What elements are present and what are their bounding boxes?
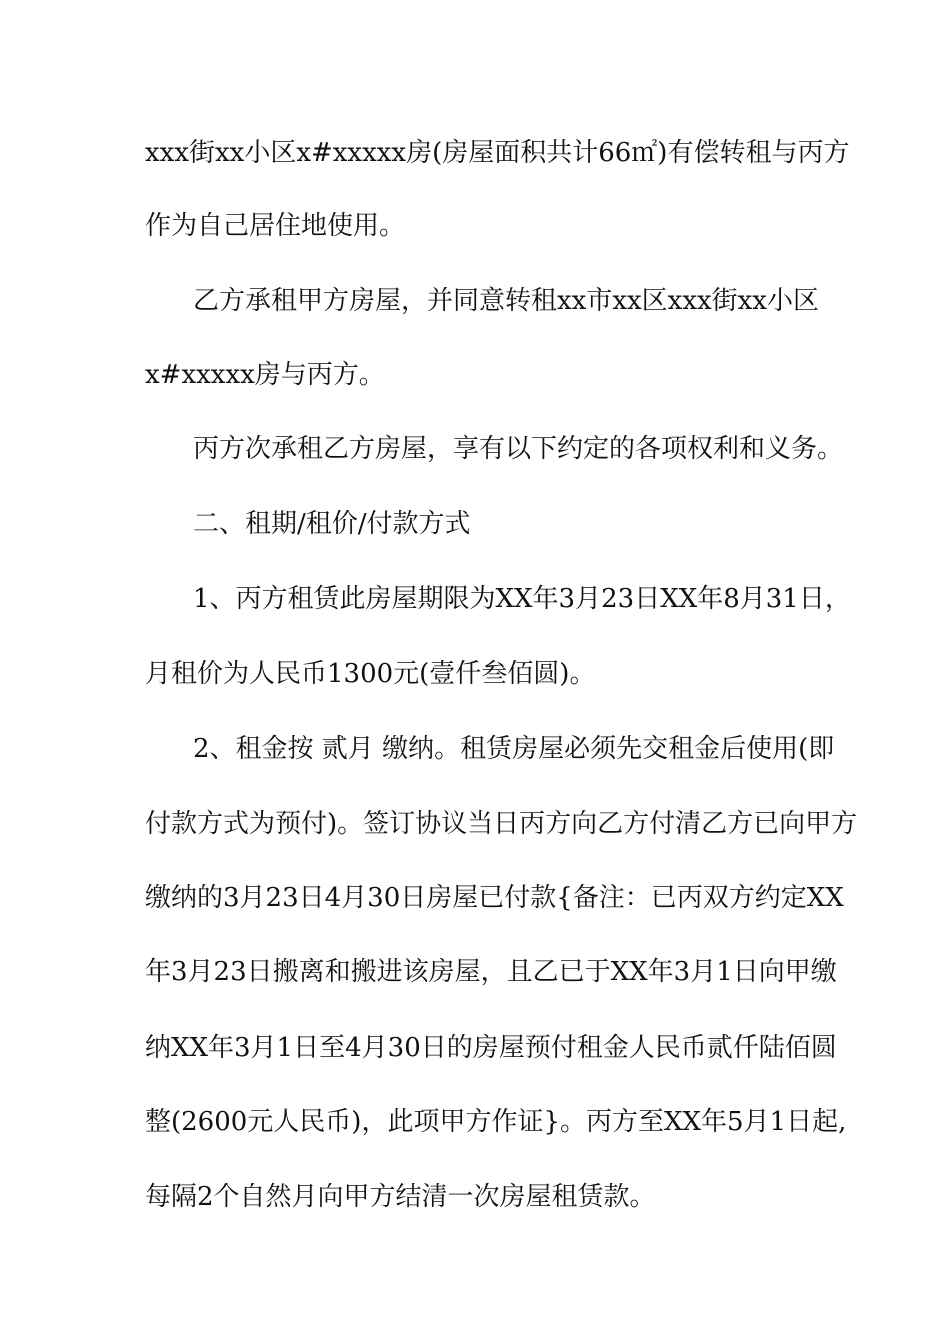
paragraph-line: 缴纳的3月23日4月30日房屋已付款{备注：已丙双方约定XX [145, 883, 844, 913]
paragraph-line: 丙方次承租乙方房屋，享有以下约定的各项权利和义务。 [193, 434, 844, 464]
paragraph-line: xxx街xx小区x#xxxxx房(房屋面积共计66㎡)有偿转租与丙方 [145, 138, 850, 168]
paragraph-line: 2、租金按 贰月 缴纳。租赁房屋必须先交租金后使用(即 [193, 734, 835, 764]
paragraph-line: x#xxxxx房与丙方。 [145, 360, 385, 390]
paragraph-line: 作为自己居住地使用。 [145, 211, 406, 241]
paragraph-line: 月租价为人民币1300元(壹仟叁佰圆)。 [145, 659, 596, 689]
section-heading: 二、租期/租价/付款方式 [193, 509, 471, 539]
paragraph-line: 乙方承租甲方房屋，并同意转租xx市xx区xxx街xx小区 [193, 286, 819, 316]
paragraph-line: 每隔2个自然月向甲方结清一次房屋租赁款。 [145, 1182, 656, 1212]
paragraph-line: 整(2600元人民币)，此项甲方作证}。丙方至XX年5月1日起, [145, 1107, 847, 1137]
paragraph-line: 年3月23日搬离和搬进该房屋，且乙已于XX年3月1日向甲缴 [145, 957, 837, 987]
paragraph-line: 付款方式为预付)。签订协议当日丙方向乙方付清乙方已向甲方 [145, 809, 858, 839]
paragraph-line: 纳XX年3月1日至4月30日的房屋预付租金人民币贰仟陆佰圆 [145, 1033, 837, 1063]
paragraph-line: 1、丙方租赁此房屋期限为XX年3月23日XX年8月31日， [193, 584, 851, 614]
